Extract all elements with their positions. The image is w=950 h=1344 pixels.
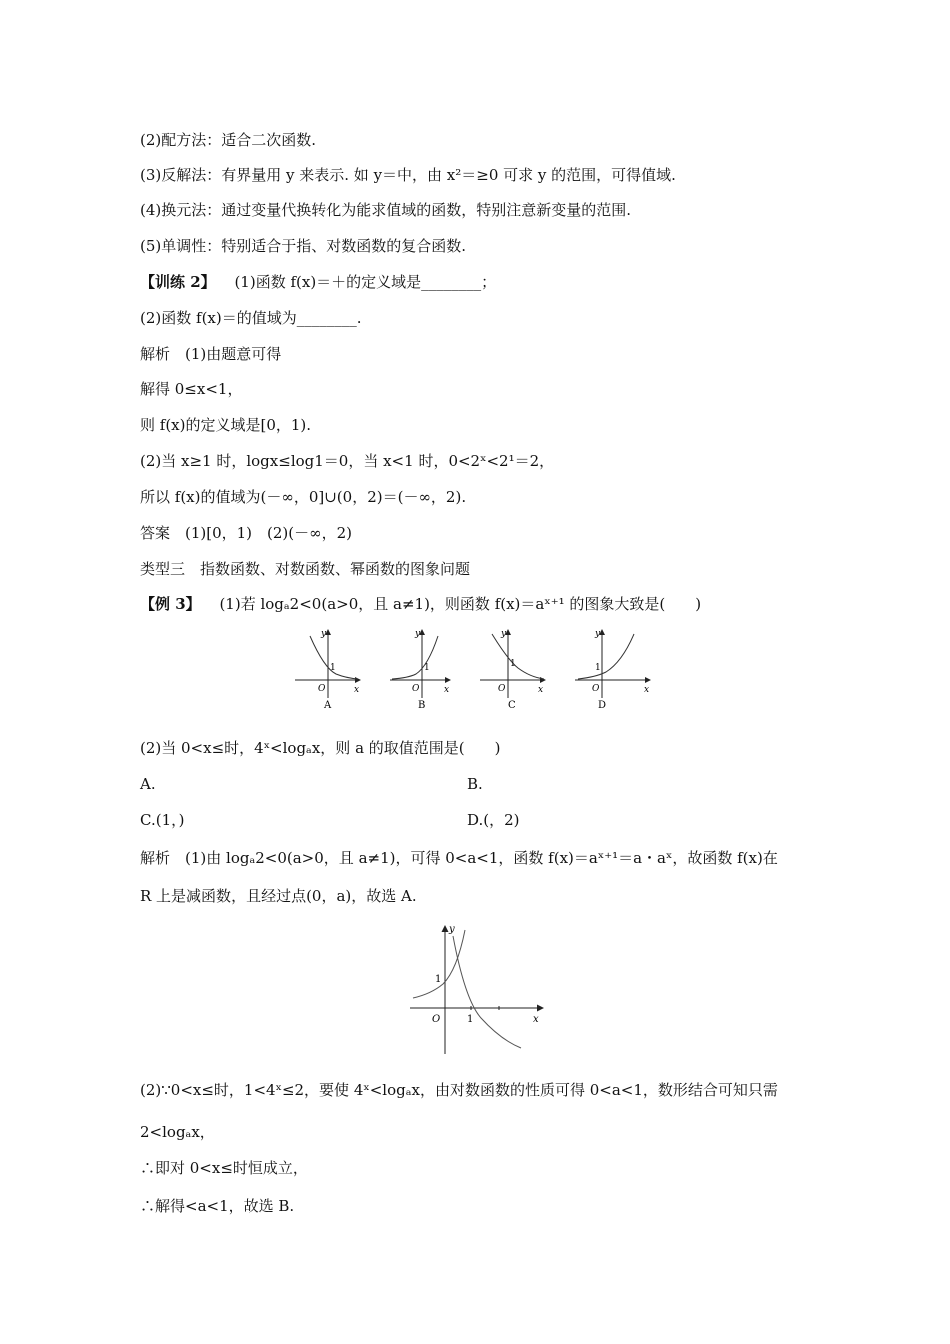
graph-origin-label: O xyxy=(592,684,600,694)
graph-option-a xyxy=(295,629,360,711)
graph-y-label: y xyxy=(595,629,601,639)
section-heading: 类型三 指数函数、对数函数、幂函数的图象问题 xyxy=(140,560,471,578)
example-heading xyxy=(140,594,701,614)
graph-origin-label: O xyxy=(318,684,326,694)
graph-x-label: x xyxy=(354,685,360,695)
graph-option-d xyxy=(575,629,650,711)
option-c: C.(1，) xyxy=(140,811,185,829)
text-line: 所以 f(x)的值域为(－∞，0]∪(0，2)＝(－∞，2). xyxy=(140,488,467,506)
example-text: (1)若 logₐ2<0(a>0，且 a≠1)，则函数 f(x)＝aˣ⁺¹ 的图象大致是( ) xyxy=(219,595,702,613)
text-line: 解析 (1)由题意可得 xyxy=(140,345,282,363)
graph-origin-label: O xyxy=(498,684,506,694)
graph-option-c xyxy=(480,629,545,711)
text-line: ∴即对 0<x≤时恒成立， xyxy=(140,1159,308,1177)
option-d: D.(，2) xyxy=(467,811,520,829)
text-line: 则 f(x)的定义域是[0，1). xyxy=(140,416,312,434)
graph-y-label: y xyxy=(321,629,327,639)
graph-y-label: y xyxy=(501,629,507,639)
graph-caption: D xyxy=(598,700,607,711)
text-line: (3)反解法：有界量用 y 来表示. 如 y＝中，由 x²＝≥0 可求 y 的范围，可得值域. xyxy=(140,166,676,184)
option-a: A. xyxy=(140,775,156,793)
text-line: (5)单调性：特别适合于指、对数函数的复合函数. xyxy=(140,237,467,255)
text-line: 解得 0≤x<1， xyxy=(140,380,243,398)
graph-caption: B xyxy=(418,700,426,711)
graph-y-label: y xyxy=(415,629,421,639)
text-line: (2)当 x≥1 时，logx≤log1＝0，当 x<1 时，0<2ˣ<2¹＝2， xyxy=(140,452,555,470)
solution-graph xyxy=(405,922,550,1056)
graph-x-label: x xyxy=(444,685,450,695)
text-line: (2)∵0<x≤时，1<4ˣ≤2，要使 4ˣ<logₐx，由对数函数的性质可得 0<a<1，数形结合可知只需 xyxy=(140,1081,778,1099)
text-line: (2)配方法：适合二次函数. xyxy=(140,131,317,149)
solution-origin-label: O xyxy=(432,1014,441,1025)
graph-option-b xyxy=(390,629,450,711)
text-line: (2)函数 f(x)＝的值域为________. xyxy=(140,309,362,327)
solution-x-label: x xyxy=(533,1014,539,1025)
graph-one-label: 1 xyxy=(424,663,430,673)
graph-x-label: x xyxy=(644,685,650,695)
exercise-heading xyxy=(140,272,496,292)
text-line: R 上是减函数，且经过点(0，a)，故选 A. xyxy=(140,887,417,905)
answer-line: 答案 (1)[0，1) (2)(－∞，2) xyxy=(140,524,353,542)
option-b: B. xyxy=(467,775,483,793)
solution-x-one: 1 xyxy=(467,1014,474,1025)
graph-origin-label: O xyxy=(412,684,420,694)
text-line: (2)当 0<x≤时，4ˣ<logₐx，则 a 的取值范围是( ) xyxy=(140,739,501,757)
text-line: ∴解得<a<1，故选 B. xyxy=(140,1197,295,1215)
graph-one-label: 1 xyxy=(510,659,516,669)
graph-one-label: 1 xyxy=(595,663,601,673)
graph-caption: C xyxy=(508,700,516,711)
solution-y-one: 1 xyxy=(435,974,442,985)
exercise-tag: 【训练 2】 xyxy=(140,273,216,291)
text-line: 解析 (1)由 logₐ2<0(a>0，且 a≠1)，可得 0<a<1，函数 f(x)＝aˣ⁺¹＝a・aˣ，故函数 f(x)在 xyxy=(140,849,778,867)
text-line: 2<logₐx， xyxy=(140,1123,215,1141)
solution-y-label: y xyxy=(449,924,455,935)
graph-caption: A xyxy=(324,700,332,711)
exercise-text: (1)函数 f(x)＝＋的定义域是________； xyxy=(234,273,497,291)
text-line: (4)换元法：通过变量代换转化为能求值域的函数，特别注意新变量的范围. xyxy=(140,201,632,219)
example-tag: 【例 3】 xyxy=(140,595,201,613)
graph-x-label: x xyxy=(538,685,544,695)
graph-one-label: 1 xyxy=(330,663,336,673)
option-graphs xyxy=(280,622,660,714)
